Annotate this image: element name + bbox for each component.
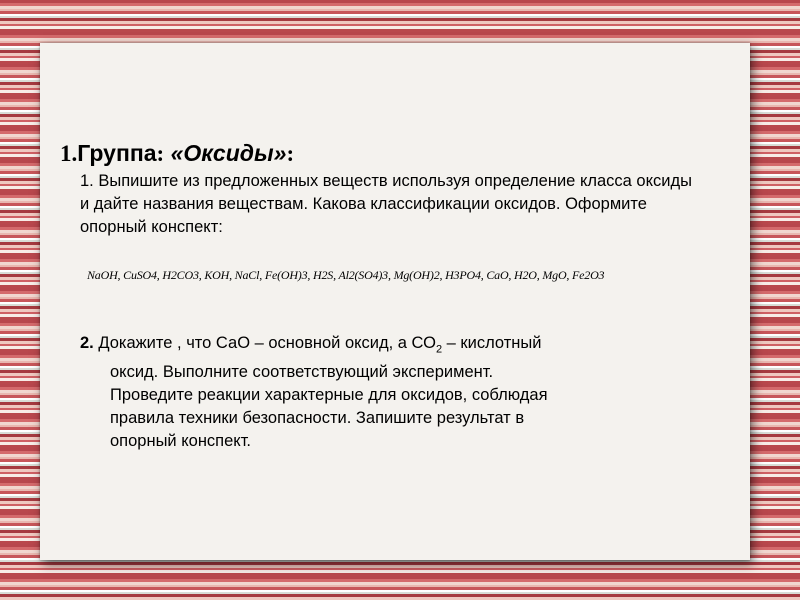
heading-title: «Оксиды» [170, 140, 287, 166]
formula-list: NaOH, CuSO4, H2CO3, KOH, NaCl, Fe(OH)3, H2S, Al2(SO4)3, Mg(OH)2, H3PO4, CaO, H2O, MgO, Fe2O3 [87, 268, 605, 282]
task-2-line-2: оксид. Выполните соответствующий эксперимент. [110, 363, 494, 382]
heading-label: Группа [77, 140, 157, 166]
heading-colon-end: : [286, 141, 295, 166]
task-2-text [80, 332, 700, 453]
slide-heading [60, 140, 294, 167]
co2-subscript: 2 [435, 343, 443, 356]
slide-card [40, 43, 750, 560]
task-2-number: 2. [80, 334, 94, 352]
task-2-line-5: опорный конспект. [110, 432, 252, 451]
task-2-line-1-end: – кислотный [442, 334, 542, 352]
task-2-line-4: правила техники безопасности. Запишите результат в [110, 409, 525, 428]
task-2-line-3: Проведите реакции характерные для оксидов, соблюдая [110, 386, 548, 405]
heading-number: 1. [60, 141, 78, 166]
heading-colon: : [156, 141, 165, 166]
task-2-line-1: Докажите , что СаО – основной оксид, а СО [93, 334, 436, 352]
task-1-text: 1. Выпишите из предложенных веществ используя определение класса оксиды и дайте названия веществам. Какова классификации оксидов. Оформите опорный конспект: [80, 172, 692, 236]
